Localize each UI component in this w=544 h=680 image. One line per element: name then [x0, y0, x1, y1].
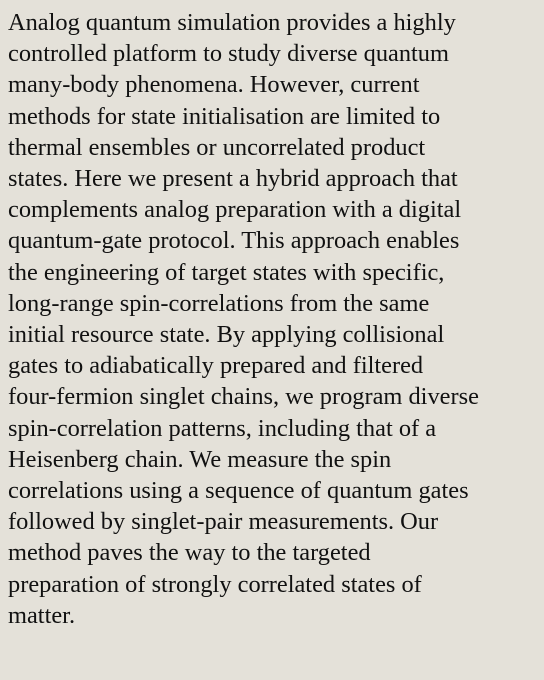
abstract-line: many-body phenomena. However, current — [8, 71, 420, 99]
abstract-line: gates to adiabatically prepared and filtered — [8, 352, 424, 380]
abstract-line: Analog quantum simulation provides a highly — [8, 9, 456, 36]
abstract-line: long-range spin-correlations from the same — [8, 289, 430, 317]
abstract-line: initial resource state. By applying collisional — [8, 321, 445, 349]
abstract-line: correlations using a sequence of quantum gates — [8, 477, 469, 505]
abstract-line: complements analog preparation with a digital — [8, 196, 462, 224]
abstract-line: controlled platform to study diverse quantum — [8, 40, 449, 68]
abstract-line: preparation of strongly correlated states of — [8, 570, 422, 598]
abstract-line: spin-correlation patterns, including that of a — [8, 414, 437, 442]
abstract-line: the engineering of target states with specific, — [8, 258, 445, 286]
abstract-line: method paves the way to the targeted — [8, 539, 371, 567]
abstract-line: quantum-gate protocol. This approach enables — [8, 227, 460, 255]
abstract-line: methods for state initialisation are limited to — [8, 102, 441, 130]
abstract-line: followed by singlet-pair measurements. Our — [8, 508, 439, 536]
abstract-line: thermal ensembles or uncorrelated product — [8, 133, 426, 161]
abstract-line: states. Here we present a hybrid approach that — [8, 165, 458, 193]
abstract-line: matter. — [8, 601, 76, 629]
abstract-line: Heisenberg chain. We measure the spin — [8, 445, 392, 473]
abstract-line: four-fermion singlet chains, we program diverse — [8, 383, 479, 411]
abstract-paragraph — [8, 7, 536, 631]
